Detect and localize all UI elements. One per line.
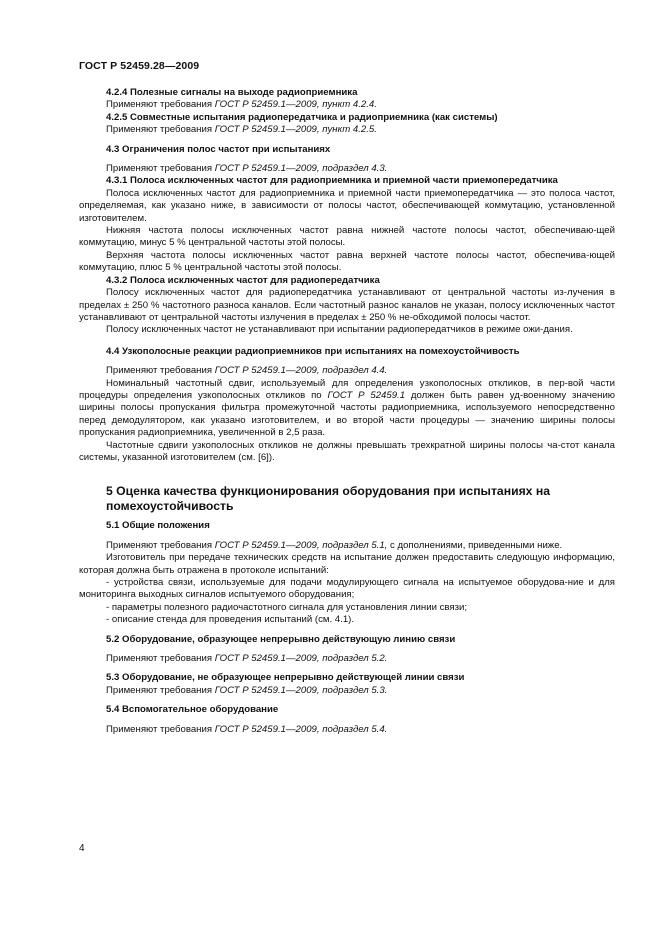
heading-section-5: 5 Оценка качества функционирования оборудования при испытаниях на помехоустойчивость — [106, 484, 550, 513]
standard-reference: ГОСТ Р 52459.1—2009, пункт 4.2.5. — [214, 124, 377, 136]
heading-4-3-1: 4.3.1 Полоса исключенных частот для радиоприемника и приемной части приемопередатчика — [106, 175, 558, 187]
paragraph: Применяют требования ГОСТ Р 52459.1—2009, пункт 4.2.5. — [106, 124, 377, 136]
heading-5-4: 5.4 Вспомогательное оборудование — [106, 704, 279, 716]
paragraph: Применяют требования ГОСТ Р 52459.1—2009, подраздел 5.2. — [106, 653, 388, 665]
list-item: - описание стенда для проведения испытаний (см. 4.1). — [106, 614, 355, 626]
standard-reference: ГОСТ Р 52459.1 — [327, 389, 406, 401]
document-header: ГОСТ Р 52459.28—2009 — [79, 60, 200, 72]
standard-reference: ГОСТ Р 52459.1—2009, подраздел 5.3. — [214, 684, 388, 696]
paragraph: Верхняя частота полосы исключенных частот равна верхней частоте полосы частот, обеспечива-ющей коммутацию, плюс 5 % центральной частоты этой полосы. — [79, 249, 615, 274]
paragraph: Применяют требования ГОСТ Р 52459.1—2009, подраздел 5.3. — [106, 684, 388, 696]
standard-reference: ГОСТ Р 52459.1—2009, подраздел 5.4. — [214, 723, 388, 735]
list-item: - устройства связи, используемые для подачи модулирующего сигнала на испытуемое оборудова-ние и для мониторинга выходных сигналов испытуемого оборудования; — [79, 577, 615, 601]
paragraph: Нижняя частота полосы исключенных частот равна нижней частоте полосы частот, обеспечиваю-щей коммутацию, минус 5 % центральной частоты этой полосы. — [79, 225, 615, 249]
paragraph: Применяют требования ГОСТ Р 52459.1—2009, пункт 4.2.4. — [106, 99, 377, 111]
heading-4-3: 4.3 Ограничения полос частот при испытаниях — [106, 143, 331, 155]
heading-5-2: 5.2 Оборудование, образующее непрерывно действующую линию связи — [106, 633, 456, 645]
paragraph: Полоса исключенных частот для радиоприемника и приемной части приемопередатчика — это полоса частот, определяемая, как указано ниже, в зависимости от полосы частот, обеспечивающей коммутацию, установленной изготовителем. — [79, 187, 615, 224]
document-body — [79, 87, 615, 736]
paragraph: Полосу исключенных частот для радиопередатчика устанавливают от центральной частоты из-лучения в пределах ± 250 % частотного разноса каналов. Если частотный разнос каналов не указан, полосу исключенных частот устанавливают от центральной частоты излучения в пределах ± 250 % не-обходимой полосы частот. — [79, 287, 615, 323]
standard-reference: ГОСТ Р 52459.1—2009, подраздел 5.1, — [214, 539, 388, 551]
paragraph: Полосу исключенных частот не устанавливают при испытании радиопередатчиков в режиме ожи-дания. — [106, 324, 573, 336]
paragraph: Применяют требования ГОСТ Р 52459.1—2009, подраздел 5.1, с дополнениями, приведенными ниже. — [106, 539, 563, 551]
heading-4-4: 4.4 Узкополосные реакции радиоприемников при испытаниях на помехоустойчивость — [106, 345, 520, 357]
standard-reference: ГОСТ Р 52459.1—2009, подраздел 5.2. — [214, 653, 388, 665]
heading-5-3: 5.3 Оборудование, не образующее непрерывно действующей линии связи — [106, 672, 465, 684]
paragraph: Применяют требования ГОСТ Р 52459.1—2009, подраздел 5.4. — [106, 723, 388, 735]
standard-reference: ГОСТ Р 52459.1—2009, пункт 4.2.4. — [214, 99, 377, 111]
list-item: - параметры полезного радиочастотного сигнала для установления линии связи; — [106, 601, 467, 613]
page-number: 4 — [79, 843, 85, 854]
paragraph: Изготовитель при передаче технических средств на испытание должен предоставить следующую информацию, которая должна быть отражена в протоколе испытаний: — [79, 552, 615, 576]
heading-4-2-5: 4.2.5 Совместные испытания радиопередатчика и радиоприемника (как системы) — [106, 111, 498, 123]
heading-5-1: 5.1 Общие положения — [106, 520, 210, 532]
standard-reference: ГОСТ Р 52459.1—2009, подраздел 4.4. — [214, 365, 388, 377]
paragraph: Применяют требования ГОСТ Р 52459.1—2009, подраздел 4.4. — [106, 365, 388, 377]
heading-4-2-4: 4.2.4 Полезные сигналы на выходе радиоприемника — [106, 87, 358, 98]
heading-4-3-2: 4.3.2 Полоса исключенных частот для радиопередатчика — [106, 274, 380, 286]
paragraph: Частотные сдвиги узкополосных откликов не должны превышать трехкратной ширины полосы ча-стот канала системы, указанной изготовителем (см. [6]). — [79, 439, 615, 463]
paragraph: Применяют требования ГОСТ Р 52459.1—2009, подраздел 4.3. — [106, 163, 388, 175]
paragraph: Номинальный частотный сдвиг, используемый для определения узкополосных откликов, в пер-вой части процедуры определения узкополосных откликов по ГОСТ Р 52459.1 должен быть равен уд-военному значению ширины полосы пропускания фильтра промежуточной частоты радиоприемника, используемого непосредственно перед демодулятором, как указано изготовителем, и во второй части процедуры — значению ширины полосы пропускания радиоприемника, увеличенной в 2,5 раза. — [79, 377, 616, 439]
standard-reference: ГОСТ Р 52459.1—2009, подраздел 4.3. — [214, 163, 388, 175]
